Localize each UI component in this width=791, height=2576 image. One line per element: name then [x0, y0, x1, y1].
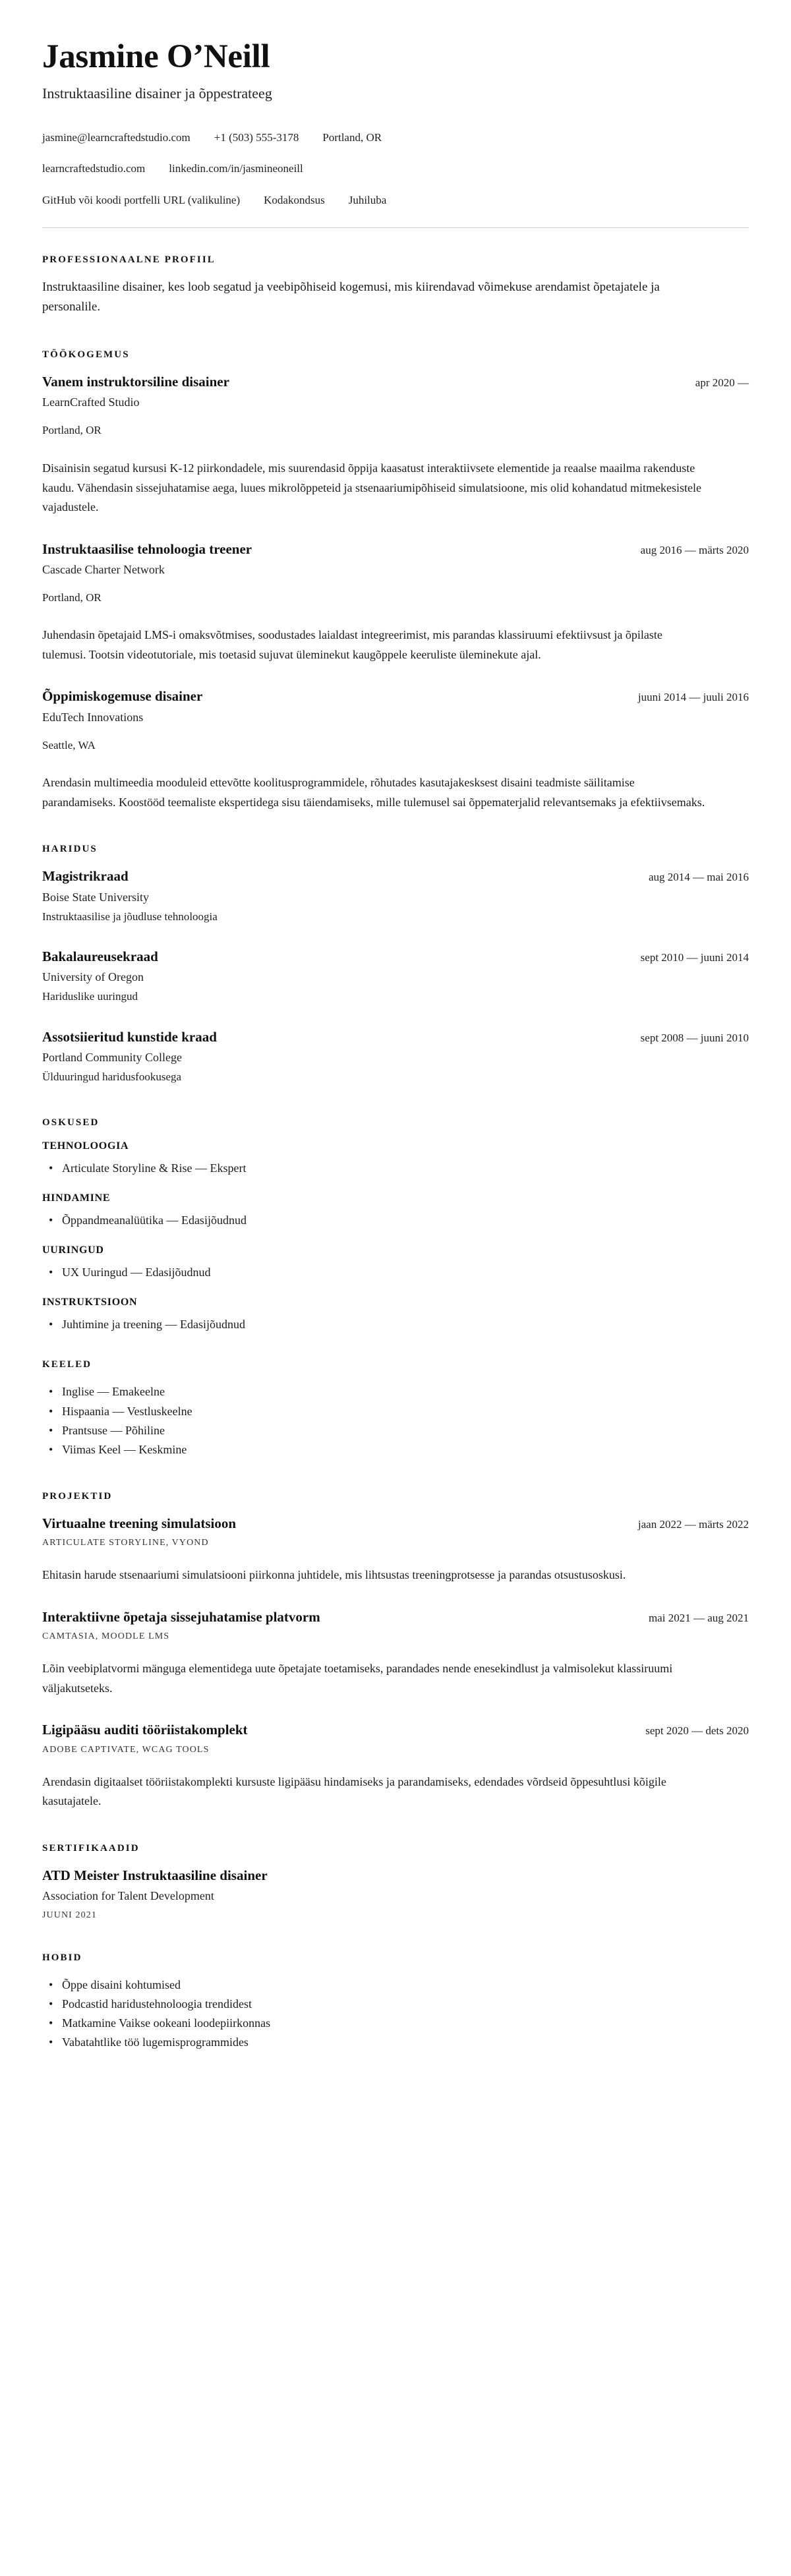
section-title-projects: PROJEKTID [42, 1491, 113, 1502]
hobby-item: • Podcastid haridustehnoloogia trendidest [42, 1995, 749, 2014]
certification-issuer: Association for Talent Development [42, 1889, 214, 1903]
certification-name: ATD Meister Instruktaasiline disainer [42, 1867, 268, 1883]
skill-group-title: UURINGUD [42, 1244, 104, 1256]
experience-dates: apr 2020 — [695, 376, 749, 390]
section-hobbies [42, 1952, 749, 2053]
contact-drivers-license: Juhiluba [348, 193, 387, 206]
project-name: Virtuaalne treening simulatsioon [42, 1515, 237, 1532]
skill-item: • UX Uuringud — Edasijõudnud [42, 1263, 749, 1282]
skill-group [42, 1244, 749, 1282]
education-dates: aug 2014 — mai 2016 [648, 871, 749, 884]
skill-list [42, 1159, 749, 1178]
experience-description: Juhendasin õpetajaid LMS-i omaksvõtmises, soodustades laialdast integreerimist, mis parandas klassiruumi efektiivsust ja õpilaste tulemusi. Tootsin videotutoriale, mis toetasid sujuvat üleminekut kaugõppele keeruliste üleminekute ajal. [42, 628, 662, 661]
language-item: • Prantsuse — Põhiline [42, 1421, 749, 1440]
project-entry-head [42, 1608, 749, 1626]
section-title-skills: OSKUSED [42, 1117, 100, 1128]
contact-email[interactable]: jasmine@learncraftedstudio.com [42, 131, 190, 144]
project-description: Ehitasin harude stsenaariumi simulatsiooni piirkonna juhtidele, mis lihtsustas treeningprotsesse ja parandas otsustusoskusi. [42, 1568, 626, 1582]
project-tools: ADOBE CAPTIVATE, WCAG TOOLS [42, 1744, 210, 1755]
project-dates: mai 2021 — aug 2021 [648, 1611, 749, 1624]
contact-linkedin[interactable]: linkedin.com/in/jasmineoneill [169, 162, 303, 175]
experience-entry-head [42, 372, 749, 391]
section-title-certifications: SERTIFIKAADID [42, 1842, 140, 1854]
education-entry-head [42, 1028, 749, 1046]
language-item: • Inglise — Emakeelne [42, 1382, 749, 1401]
hobby-item: • Vabatahtlike töö lugemisprogrammides [42, 2033, 749, 2052]
education-entry [42, 867, 749, 925]
experience-role: Vanem instruktorsiline disainer [42, 374, 229, 390]
project-entry [42, 1720, 749, 1811]
education-entry [42, 947, 749, 1005]
education-entry-head [42, 947, 749, 966]
certification-date: JUUNI 2021 [42, 1910, 97, 1921]
resume-header [42, 38, 749, 209]
contact-phone: +1 (503) 555-3178 [214, 131, 299, 144]
experience-entry [42, 687, 749, 812]
language-item: • Viimas Keel — Keskmine [42, 1440, 749, 1459]
header-divider [42, 227, 749, 228]
education-degree: Assotsiieritud kunstide kraad [42, 1028, 217, 1045]
experience-company: LearnCrafted Studio [42, 395, 140, 409]
experience-entry-head [42, 687, 749, 705]
contact-location: Portland, OR [322, 131, 382, 144]
experience-role: Õppimiskogemuse disainer [42, 688, 203, 705]
skill-item: • Õppandmeanalüütika — Edasijõudnud [42, 1211, 749, 1230]
section-languages [42, 1359, 749, 1459]
project-entry-head [42, 1514, 749, 1533]
education-dates: sept 2008 — juuni 2010 [640, 1031, 749, 1044]
project-dates: sept 2020 — dets 2020 [645, 1724, 749, 1738]
skill-list [42, 1315, 749, 1334]
section-projects [42, 1491, 749, 1811]
project-description: Lõin veebiplatvormi mänguga elementidega uute õpetajate toetamiseks, parandades nende enesekindlust ja valmisolekut klassiruumi väljakutseteks. [42, 1662, 673, 1695]
skill-group [42, 1192, 749, 1230]
project-tools: ARTICULATE STORYLINE, VYOND [42, 1538, 209, 1548]
education-entry-head [42, 867, 749, 885]
education-entry [42, 1028, 749, 1086]
experience-description: Disainisin segatud kursusi K-12 piirkondadele, mis suurendasid õppija kaasatust interaktiivsete elementide ja reaalse maailma rakenduste kaudu. Vähendasin sissejuhatamise aega, luues mikrolõppeteid ja stsenaariumipõhiseid simulatsioone, mis olid kohandatud mitmekesistele vajadustele. [42, 461, 701, 514]
project-name: Ligipääsu auditi tööriistakomplekt [42, 1722, 248, 1738]
experience-location: Portland, OR [42, 424, 102, 437]
skill-list [42, 1211, 749, 1230]
project-tools: CAMTASIA, MOODLE LMS [42, 1631, 170, 1642]
profile-text: Instruktaasiline disainer, kes loob segatud ja veebipõhiseid kogemusi, mis kiirendavad võimekuse arendamist õpetajatele ja personalile. [42, 279, 660, 314]
contact-website[interactable]: learncraftedstudio.com [42, 162, 146, 175]
section-title-education: HARIDUS [42, 844, 98, 855]
skill-group [42, 1140, 749, 1178]
project-entry-head [42, 1720, 749, 1739]
experience-dates: aug 2016 — märts 2020 [640, 543, 749, 556]
language-list [42, 1382, 749, 1459]
section-education [42, 844, 749, 1086]
contact-row-1 [42, 130, 749, 146]
skill-item: • Articulate Storyline & Rise — Ekspert [42, 1159, 749, 1178]
project-entry [42, 1514, 749, 1585]
education-school: Boise State University [42, 890, 149, 904]
section-experience [42, 349, 749, 812]
experience-location: Portland, OR [42, 591, 102, 604]
project-entry [42, 1608, 749, 1698]
skill-group [42, 1297, 749, 1334]
certification-entry-head [42, 1866, 749, 1885]
section-title-profile: PROFESSIONAALNE PROFIIL [42, 254, 216, 265]
contact-github-placeholder: GitHub või koodi portfelli URL (valikuline) [42, 193, 241, 206]
contact-citizenship: Kodakondsus [264, 193, 325, 206]
education-dates: sept 2010 — juuni 2014 [640, 951, 749, 964]
project-dates: jaan 2022 — märts 2022 [637, 1518, 749, 1531]
education-field: Hariduslike uuringud [42, 990, 138, 1003]
education-school: University of Oregon [42, 970, 144, 984]
education-school: Portland Community College [42, 1051, 182, 1065]
experience-entry [42, 372, 749, 517]
skill-list [42, 1263, 749, 1282]
contact-row-3 [42, 192, 749, 209]
education-degree: Bakalaureusekraad [42, 949, 158, 965]
skill-group-title: TEHNOLOOGIA [42, 1140, 129, 1152]
certification-entry [42, 1866, 749, 1921]
education-degree: Magistrikraad [42, 868, 129, 885]
experience-company: EduTech Innovations [42, 710, 144, 724]
section-title-hobbies: HOBID [42, 1952, 82, 1964]
experience-dates: juuni 2014 — juuli 2016 [637, 691, 749, 704]
skill-item: • Juhtimine ja treening — Edasijõudnud [42, 1315, 749, 1334]
experience-role: Instruktaasilise tehnoloogia treener [42, 541, 252, 557]
experience-description: Arendasin multimeedia mooduleid ettevõtte koolitusprogrammidele, rõhutades kasutajakesksest disaini teadmiste säilitamise parandamiseks. Koostööd teemaliste ekspertidega sisu täiendamiseks, mille tulemusel sai õppematerjalid relevantsemaks ja efektiivsemaks. [42, 776, 705, 809]
experience-company: Cascade Charter Network [42, 562, 165, 576]
candidate-name: Jasmine O’Neill [42, 38, 270, 75]
section-title-experience: TÖÖKOGEMUS [42, 349, 130, 361]
project-name: Interaktiivne õpetaja sissejuhatamise platvorm [42, 1608, 320, 1625]
hobby-list [42, 1976, 749, 2053]
skill-group-title: INSTRUKTSIOON [42, 1297, 138, 1308]
experience-entry [42, 540, 749, 665]
education-field: Ülduuringud haridusfookusega [42, 1070, 182, 1084]
education-field: Instruktaasilise ja jõudluse tehnoloogia [42, 910, 218, 923]
section-profile [42, 254, 749, 318]
experience-location: Seattle, WA [42, 738, 96, 751]
section-skills [42, 1117, 749, 1335]
section-certifications [42, 1843, 749, 1921]
experience-entry-head [42, 540, 749, 558]
hobby-item: • Matkamine Vaikse ookeani loodepiirkonnas [42, 2014, 749, 2033]
contact-row-2 [42, 161, 749, 177]
skill-group-title: HINDAMINE [42, 1192, 111, 1204]
candidate-headline: Instruktaasiline disainer ja õppestrateeg [42, 85, 272, 102]
project-description: Arendasin digitaalset tööriistakomplekti kursuste ligipääsu hindamiseks ja parandamiseks, edendades võrdseid õppesuhtlusi kõigile kasutajatele. [42, 1774, 666, 1808]
hobby-item: • Õppe disaini kohtumised [42, 1976, 749, 1995]
language-item: • Hispaania — Vestluskeelne [42, 1402, 749, 1421]
section-title-languages: KEELED [42, 1359, 92, 1370]
